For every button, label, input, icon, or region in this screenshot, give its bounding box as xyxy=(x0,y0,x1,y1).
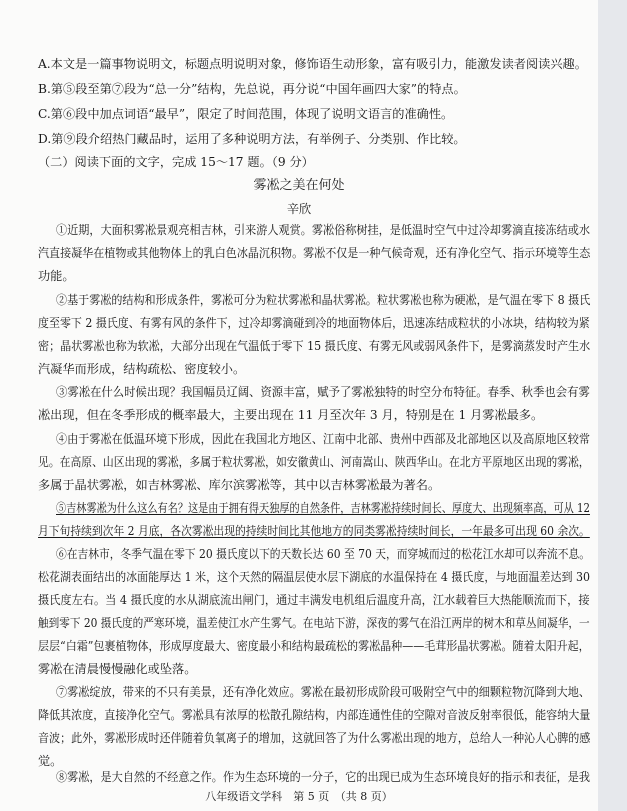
paragraph-line: ②基于雾凇的结构和形成条件，雾凇可分为粒状雾凇和晶状雾凇。粒状雾凇也称为硬凇，是气温在零下 8 摄氏 xyxy=(56,293,591,307)
section-header: （二）阅读下面的文字，完成 15～17 题。（9 分） xyxy=(38,155,314,169)
paragraph-line: 汽凝华而形成，结构疏松、密度较小。 xyxy=(38,362,246,376)
option-d: D.第⑨段介绍热门藏品时，运用了多种说明方法，有举例子、分类别、作比较。 xyxy=(38,132,466,146)
article-title: 雾凇之美在何处 xyxy=(253,178,345,193)
paragraph-line: 降低其浓度，直接净化空气。雾凇具有浓厚的松散孔隙结构，内部连通性佳的空隙对音波反射率很低，能容纳大量 xyxy=(38,708,591,722)
paragraph-line: 度至零下 2 摄氏度、有雾有风的条件下，过冷却雾滴碰到冷的地面物体后，迅速冻结成粒状的小冰块，结构较为紧 xyxy=(38,316,590,330)
paragraph-line: ①近期，大面积雾凇景观亮相吉林，引来游人观赏。雾凇俗称树挂，是低温时空气中过冷却雾滴直接冻结或水 xyxy=(56,223,590,237)
paragraph-line: 功能。 xyxy=(38,269,75,283)
paragraph-line: 觉。 xyxy=(38,754,63,768)
paragraph-line: ③雾凇在什么时候出现？我国幅员辽阔、资源丰富，赋予了雾凇独特的时空分布特征。春季、秋季也会有雾 xyxy=(56,385,590,399)
option-c: C.第⑥段中加点词语“最早”，限定了时间范围，体现了说明文语言的准确性。 xyxy=(38,107,454,121)
paragraph-line: 松花湖表面结出的冰面能厚达 1 米，这个天然的隔温层使水层下湖底的水温保持在 4 摄氏度，与地面温差达到 30 xyxy=(38,570,591,584)
paragraph-line: ④由于雾凇在低温环境下形成，因此在我国北方地区、江南中北部、贵州中西部及北部地区以及高原地区较常 xyxy=(56,432,590,446)
page-footer: 八年级语文学科 第 5 页 （共 8 页） xyxy=(205,790,393,803)
paragraph-line: 见。在高原、山区出现的雾凇，多属于粒状雾凇，如安徽黄山、河南嵩山、陕西华山。在北方平原地区出现的雾凇， xyxy=(38,455,590,469)
paragraph-line: 凇出现，但在冬季形成的概率最大，主要出现在 11 月至次年 3 月，特别是在 1 月雾凇最多。 xyxy=(38,408,544,422)
option-b: B.第⑤段至第⑦段为“总一分”结构，先总说，再分说“中国年画四大家”的特点。 xyxy=(38,82,466,96)
paragraph-line: 摄氏度左右。当 4 摄氏度的水从湖底流出闸门，通过丰满发电机组后温度升高，江水载着巨大热能顺流而下，接 xyxy=(38,593,590,607)
paragraph-line: 音波；此外，雾凇形成时还伴随着负氧离子的增加，这就回答了为什么雾凇出现的地方，总给人一种沁人心脾的感 xyxy=(38,731,591,745)
option-a: A.本文是一篇事物说明文，标题点明说明对象，修饰语生动形象，富有吸引力，能激发读者阅读兴趣。 xyxy=(38,57,587,71)
paragraph-line: 密；晶状雾凇也称为软凇，大部分出现在气温低于零下 15 摄氏度、有雾无风或弱风条件下，是雾滴蒸发时产生水 xyxy=(38,339,591,353)
article-author: 辛欣 xyxy=(286,202,312,216)
paragraph-line: 层层“白霜”包裹植物体，形成厚度最大、密度最小和结构最疏松的雾凇晶种——毛茸形晶状雾凇。随着太阳升起， xyxy=(38,639,590,653)
paragraph-line: 雾凇在清晨慢慢融化或坠落。 xyxy=(38,662,197,676)
underlined-line: ⑤吉林雾凇为什么这么有名？这是由于拥有得天独厚的自然条件，吉林雾凇持续时间长、厚度大、出现频率高，可从 12 xyxy=(56,501,590,515)
underlined-line: 月下旬持续到次年 2 月底，各次雾凇出现的持续时间比其他地方的同类雾凇持续时间长，一年最多可出现 60 余次。 xyxy=(38,524,590,538)
paragraph-line: ⑧雾凇，是大自然的不经意之作。作为生态环境的一分子，它的出现已成为生态环境良好的指示和表征，是我 xyxy=(56,770,590,784)
viewer-margin xyxy=(598,0,627,811)
paragraph-line: 触到零下 20 摄氏度的严寒环境，温差使江水产生雾气。在电站下游，深夜的雾气在沿江两岸的树木和草丛间凝华，一 xyxy=(38,616,590,630)
paragraph-line: ⑦雾凇绽放，带来的不只有美景，还有净化效应。雾凇在最初形成阶段可吸附空气中的细颗粒物沉降到大地、 xyxy=(56,685,590,699)
paragraph-line: 汽直接凝华在植物或其他物体上的乳白色冰晶沉积物。雾凇不仅是一种气候奇观，还有净化空气、指示环境等生态 xyxy=(38,246,591,260)
paragraph-line: 多属于晶状雾凇，如吉林雾凇、库尔滨雾凇等，其中以吉林雾凇最为著名。 xyxy=(38,478,441,492)
paragraph-line: ⑥在吉林市，冬季气温在零下 20 摄氏度以下的天数长达 60 至 70 天，而穿城而过的松花江水却可以奔流不息。 xyxy=(56,547,591,561)
